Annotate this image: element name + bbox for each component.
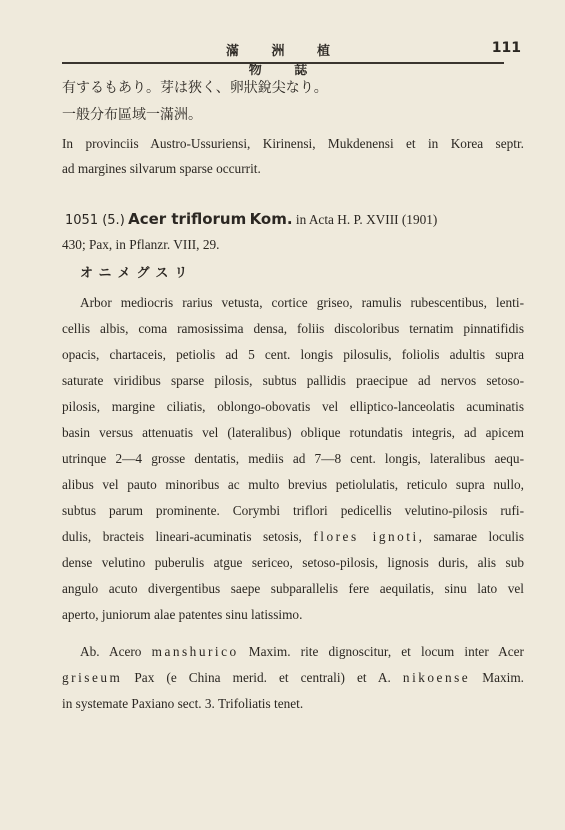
- japanese-species-name: オニメグスリ: [80, 266, 194, 281]
- description-line: alibus vel pauto minoribus ac multo brevius petiolulatis, reticulo supra nullo,: [62, 477, 524, 492]
- description-line: cellis albis, coma ramosissima densa, foliis discoloribus ternatim pinnatifidis: [62, 321, 524, 336]
- species-name: Acer triflorum: [128, 210, 247, 228]
- description-line: opacis, chartaceis, petiolis ad 5 cent. longis pilosulis, foliolis adultis supra: [62, 347, 524, 362]
- remark-line: [80, 644, 524, 660]
- remark-text: Ab. Acero: [80, 644, 152, 659]
- distribution-line: ad margines silvarum sparse occurrit.: [62, 161, 261, 176]
- description-line: [62, 529, 524, 545]
- description-line: angulo acuto divergentibus saepe subparallelis fere aequilatis, sinu lato vel: [62, 581, 524, 596]
- spaced-term: griseum: [62, 670, 123, 685]
- description-text: , samarae loculis: [418, 529, 524, 544]
- spaced-term: flores ignoti: [313, 529, 419, 544]
- remark-line: in systemate Paxiano sect. 3. Trifoliatis tenet.: [62, 696, 304, 711]
- description-line: pilosis, margine ciliatis, oblongo-obovatis vel elliptico-lanceolatis acuminatis: [62, 399, 524, 414]
- description-line: aperto, juniorum alae patentes sinu latissimo.: [62, 607, 303, 622]
- description-line: basin versus attenuatis vel (lateralibus) oblique rotundatis integris, ad apicem: [62, 425, 524, 440]
- description-line: Arbor mediocris rarius vetusta, cortice griseo, ramulis rubescentibus, lenti-: [80, 295, 524, 310]
- japanese-distribution-line: 一般分布區域一滿洲。: [62, 107, 202, 123]
- description-line: utrinque 2—4 grosse dentatis, mediis ad 7—8 cent. longis, lateralibus aequ-: [62, 451, 524, 466]
- distribution-line: In provinciis Austro-Ussuriensi, Kirinensi, Mukdenensi et in Korea septr.: [62, 136, 524, 151]
- page-number: 111: [491, 40, 521, 56]
- species-heading: [65, 211, 527, 229]
- japanese-text-line: 有するもあり。芽は狹く、卵狀銳尖なり。: [62, 80, 328, 96]
- remark-text: Pax (e China merid. et centrali) et A.: [122, 670, 403, 685]
- species-citation-line: 430; Pax, in Pflanzr. VIII, 29.: [62, 237, 220, 252]
- description-text: dulis, bracteis lineari-acuminatis setosis,: [62, 529, 314, 544]
- running-title: 滿 洲 植 物 誌: [225, 44, 345, 78]
- species-number: 1051 (5.): [65, 213, 125, 228]
- spaced-term: nikoense: [402, 670, 471, 685]
- spaced-term: manshurico: [151, 644, 239, 659]
- remark-line: [62, 670, 524, 686]
- remark-text: Maxim.: [470, 670, 524, 685]
- header-rule: [62, 62, 504, 64]
- species-author: Kom.: [249, 210, 293, 228]
- species-citation: in Acta H. P. XVIII (1901): [292, 212, 438, 227]
- remark-text: Maxim. rite dignoscitur, et locum inter Acer: [238, 644, 524, 659]
- description-line: saturate viridibus sparse pilosis, subtus pallidis praecipue ad nervos setoso-: [62, 373, 524, 388]
- description-line: dense velutino puberulis atgue sericeo, setoso-pilosis, lignosis duris, alis sub: [62, 555, 524, 570]
- running-head: [0, 40, 565, 78]
- description-line: subtus parum prominente. Corymbi triflori pedicellis velutino-pilosis rufi-: [62, 503, 524, 518]
